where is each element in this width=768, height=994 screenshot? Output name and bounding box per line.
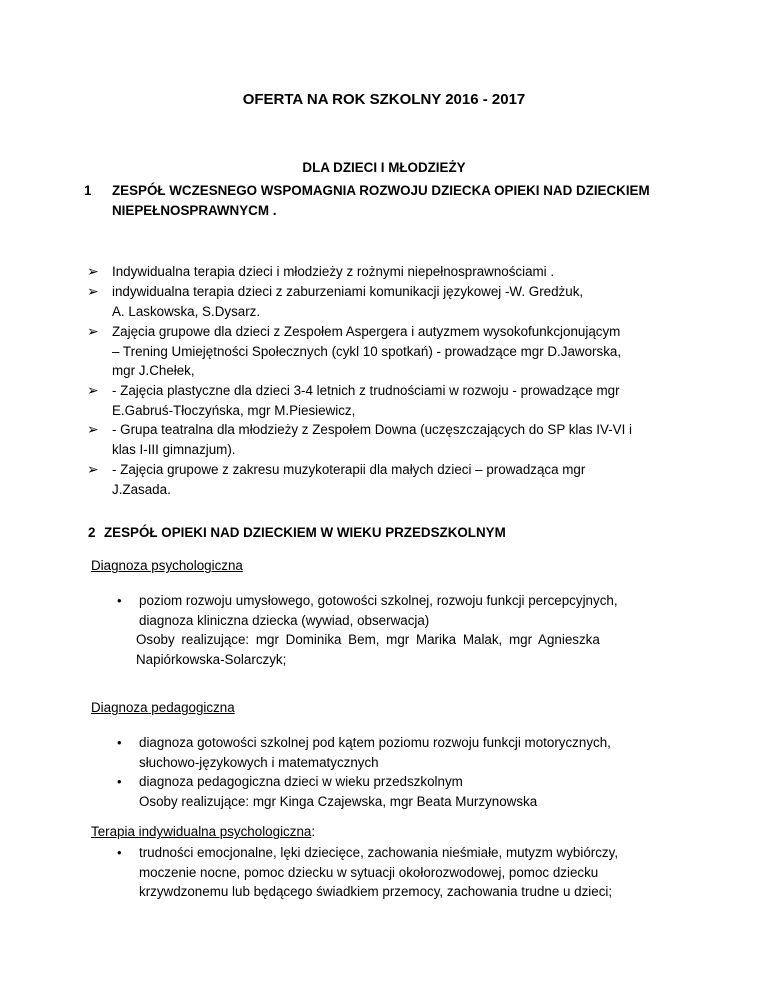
list-item: • diagnoza pedagogiczna dzieci w wieku przedszkolnym Osoby realizujące: mgr Kinga Czajewska, mgr Beata Murzynowska [117,774,538,809]
arrow-bullet-icon: ➢ [87,382,99,398]
section-1-heading: ZESPÓŁ WCZESNEGO WSPOMAGNIA ROZWOJU DZIECKA OPIEKI NAD DZIECKIEM NIEPEŁNOSPRAWNYCM . [112,183,650,218]
section-2-heading: ZESPÓŁ OPIEKI NAD DZIECKIEM W WIEKU PRZEDSZKOLNYM [104,525,506,540]
list-item: • poziom rozwoju umysłowego, gotowości szkolnej, rozwoju funkcji percepcyjnych, diagnoza kliniczna dziecka (wywiad, obserwacja) [117,593,618,628]
page-title: OFERTA NA ROK SZKOLNY 2016 - 2017 [242,91,526,108]
arrow-bullet-icon: ➢ [87,421,99,437]
bullet-icon: • [117,774,122,789]
section-2-number: 2 [88,525,96,540]
list-item: ➢ Zajęcia grupowe dla dzieci z Zespołem Aspergera i autyzmem wysokofunkcjonującym – Trening Umiejętności Społecznych (cykl 10 spotkań) - prowadzące mgr D.Jaworska, mgr J.Chełek, [87,323,622,378]
list-item: • trudności emocjonalne, lęki dziecięce, zachowania nieśmiałe, mutyzm wybiórczy, moczenie nocne, pomoc dziecku w sytuacji okołorozwodowej, pomoc dziecku krzywdzonemu lub będącego świadkiem przemocy, zachowania trudne u dzieci; [117,845,619,899]
arrow-bullet-icon: ➢ [87,283,99,299]
bullet-icon: • [117,845,122,860]
list-item: ➢ Indywidualna terapia dzieci i młodzieży z rożnymi niepełnosprawnościami . [112,262,672,282]
list-item: ➢ - Grupa teatralna dla młodzieży z Zespołem Downa (uczęszczających do SP klas IV-VI i klas I-III gimnazjum). [87,421,632,457]
bullet-icon: • [117,593,122,608]
section-1-number: 1 [84,183,92,198]
arrow-bullet-icon: ➢ [87,461,99,477]
terapia-heading: Terapia indywidualna psychologiczna [91,824,312,839]
diag-ped-heading: Diagnoza pedagogiczna [91,700,235,715]
arrow-bullet-icon: ➢ [87,323,99,339]
list-item: ➢ - Zajęcia grupowe z zakresu muzykoterapii dla małych dzieci – prowadząca mgr J.Zasada. [87,461,586,497]
list-item: • diagnoza gotowości szkolnej pod kątem poziomu rozwoju funkcji motorycznych, słuchowo-językowych i matematycznych [117,735,611,770]
diag-psych-persons: Osoby realizujące: mgr Dominika Bem, mgr Marika Malak, mgr Agnieszka [136,632,600,647]
bullet-icon: • [117,735,122,750]
diag-psych-heading: Diagnoza psychologiczna [91,558,243,573]
terapia-heading-row: Terapia indywidualna psychologiczna: [91,824,316,839]
list-item: ➢ indywidualna terapia dzieci z zaburzeniami komunikacji językowej -W. Gredżuk, A. Laskowska, S.Dysarz. [87,283,584,319]
page-subtitle: DLA DZIECI I MŁODZIEŻY [302,160,466,175]
diag-psych-persons-cont: Napiórkowska-Solarczyk; [136,652,287,667]
list-item: ➢ - Zajęcia plastyczne dla dzieci 3-4 letnich z trudnościami w rozwoju - prowadzące mgr E.Gabruś-Tłoczyńska, mgr M.Piesiewicz, [87,382,620,418]
arrow-bullet-icon: ➢ [87,263,99,279]
